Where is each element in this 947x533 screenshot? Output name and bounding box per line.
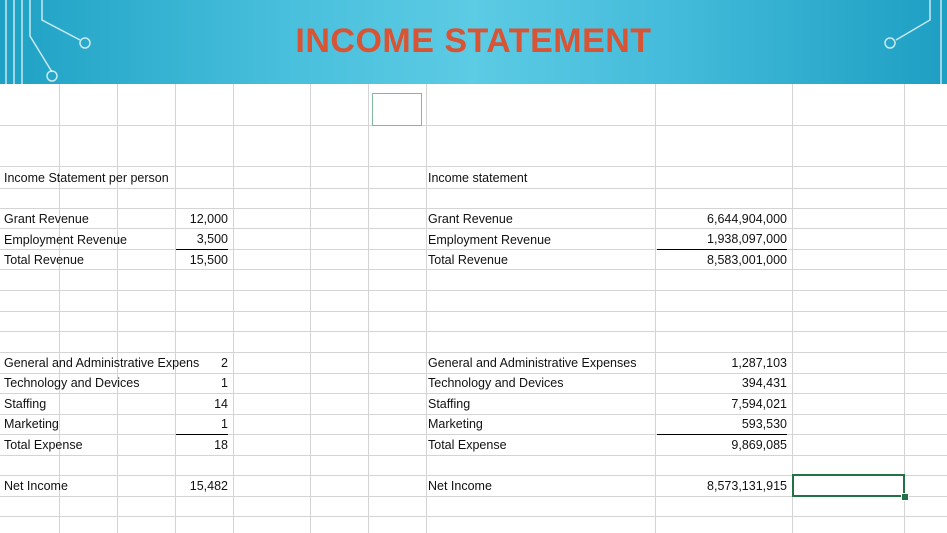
left-employment-label[interactable]: Employment Revenue	[4, 233, 127, 247]
left-total-revenue-label[interactable]: Total Revenue	[4, 253, 84, 267]
page-title: INCOME STATEMENT	[295, 22, 652, 60]
title-banner	[0, 0, 947, 84]
right-grant-label[interactable]: Grant Revenue	[428, 212, 513, 226]
left-tech-value[interactable]: 1	[221, 376, 228, 390]
grid-lines	[0, 84, 947, 533]
right-grant-value[interactable]: 6,644,904,000	[707, 212, 787, 226]
active-cell-selection[interactable]	[792, 474, 905, 497]
right-total-expense-value[interactable]: 9,869,085	[731, 438, 787, 452]
left-net-income-label[interactable]: Net Income	[4, 479, 68, 493]
left-employment-value[interactable]: 3,500	[176, 229, 228, 250]
right-ga-value[interactable]: 1,287,103	[731, 356, 787, 370]
left-ga-value[interactable]: 2	[221, 356, 228, 370]
left-total-expense-label[interactable]: Total Expense	[4, 438, 83, 452]
left-total-revenue-value[interactable]: 15,500	[189, 253, 228, 267]
fill-handle[interactable]	[901, 493, 909, 501]
left-staffing-label[interactable]: Staffing	[4, 397, 47, 411]
right-total-revenue-label[interactable]: Total Revenue	[428, 253, 508, 267]
right-marketing-value[interactable]: 593,530	[657, 414, 787, 435]
left-grant-value[interactable]: 12,000	[189, 212, 228, 226]
left-grant-label[interactable]: Grant Revenue	[4, 212, 89, 226]
left-marketing-value[interactable]: 1	[176, 414, 228, 435]
right-total-expense-label[interactable]: Total Expense	[428, 438, 507, 452]
selected-cell-outline[interactable]	[372, 93, 422, 126]
left-staffing-value[interactable]: 14	[214, 397, 228, 411]
right-total-revenue-value[interactable]: 8,583,001,000	[707, 253, 787, 267]
right-net-income-value[interactable]: 8,573,131,915	[707, 479, 787, 493]
right-tech-label[interactable]: Technology and Devices	[428, 376, 564, 390]
left-ga-label[interactable]: General and Administrative Expens	[4, 356, 200, 370]
right-tech-value[interactable]: 394,431	[741, 376, 787, 390]
right-net-income-label[interactable]: Net Income	[428, 479, 492, 493]
left-total-expense-value[interactable]: 18	[214, 438, 228, 452]
right-staffing-value[interactable]: 7,594,021	[731, 397, 787, 411]
right-employment-label[interactable]: Employment Revenue	[428, 233, 551, 247]
right-ga-label[interactable]: General and Administrative Expenses	[428, 356, 637, 370]
left-marketing-label[interactable]: Marketing	[4, 417, 59, 431]
left-tech-label[interactable]: Technology and Devices	[4, 376, 140, 390]
left-net-income-value[interactable]: 15,482	[189, 479, 228, 493]
right-marketing-label[interactable]: Marketing	[428, 417, 483, 431]
right-heading[interactable]: Income statement	[428, 171, 528, 185]
left-heading[interactable]: Income Statement per person	[4, 171, 169, 185]
right-employment-value[interactable]: 1,938,097,000	[657, 229, 787, 250]
spreadsheet-grid[interactable]	[0, 84, 947, 533]
right-staffing-label[interactable]: Staffing	[428, 397, 471, 411]
